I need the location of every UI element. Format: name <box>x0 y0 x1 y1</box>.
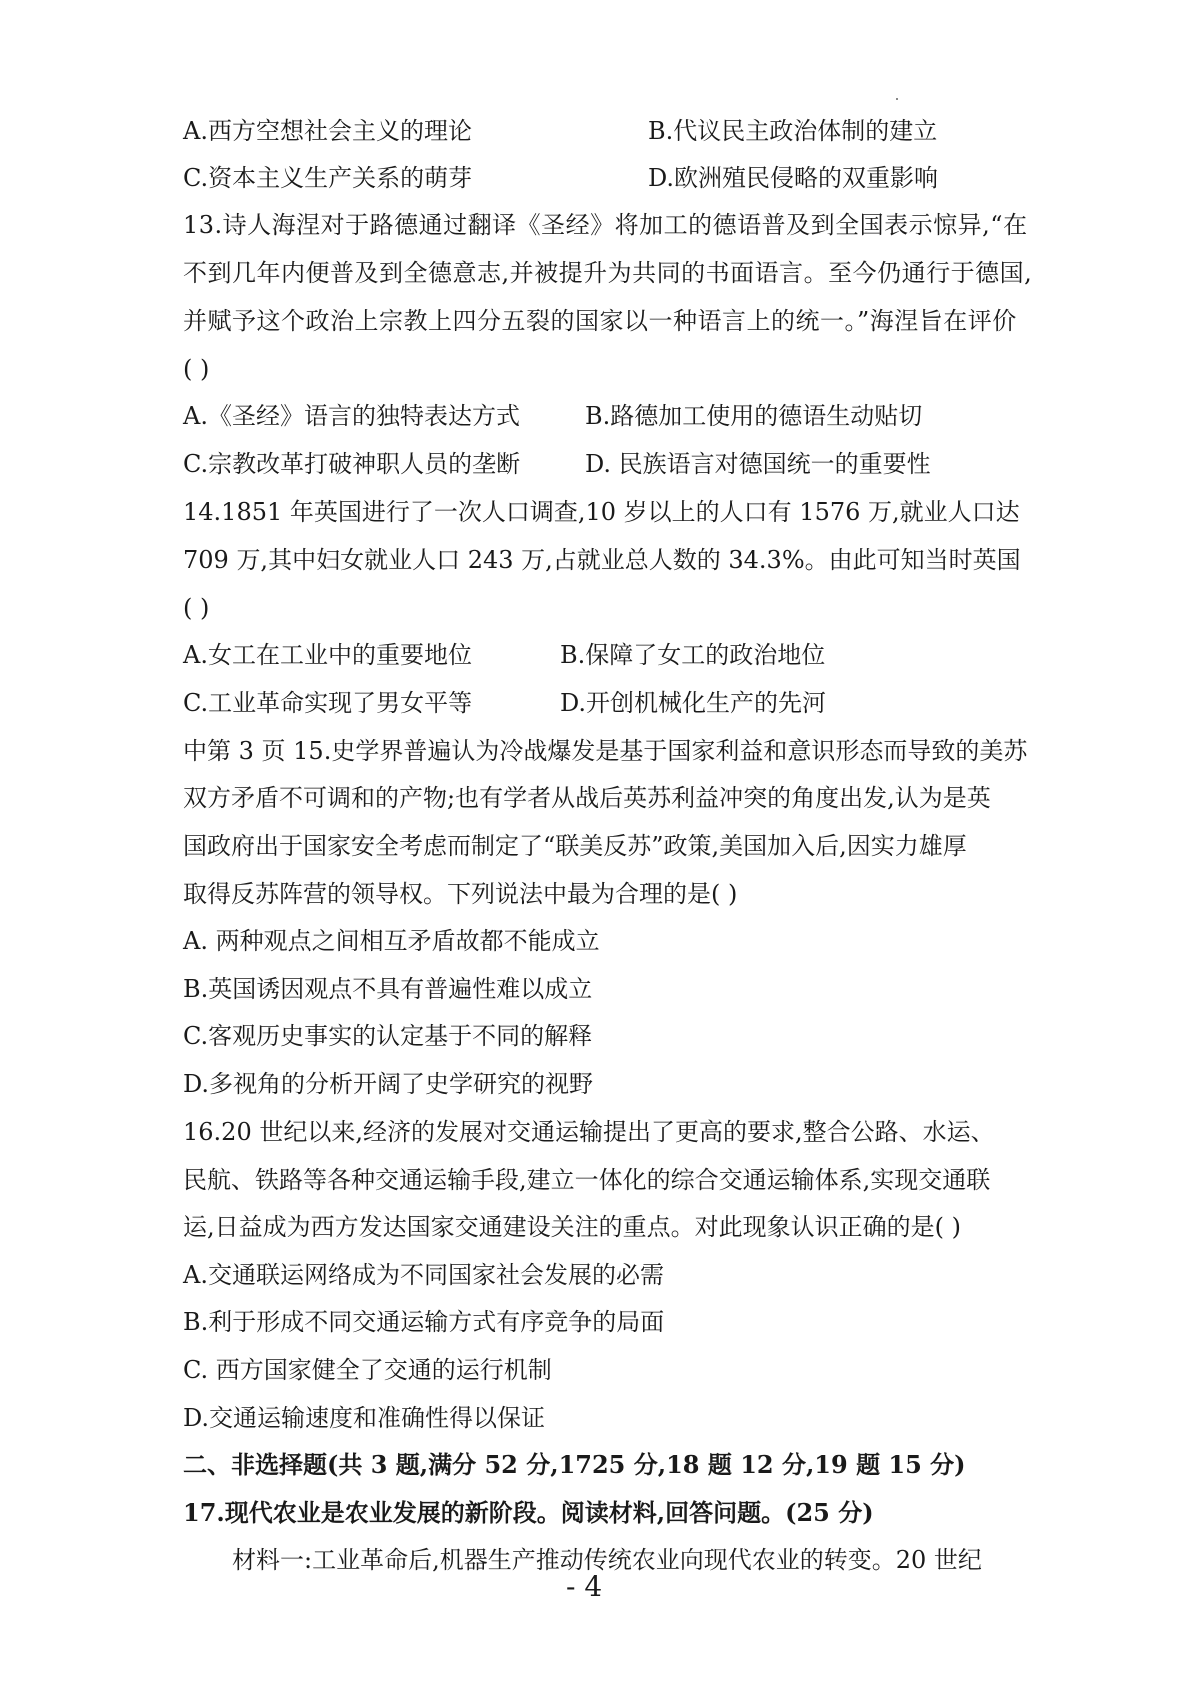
q12-option-a: A.西方空想社会主义的理论 <box>183 117 472 145</box>
section-heading: 二、非选择题(共 3 题,满分 52 分,1725 分,18 题 12 分,19 题 15 分) <box>183 1450 966 1479</box>
q13-stem-line: 并赋予这个政治上宗教上四分五裂的国家以一种语言上的统一。”海涅旨在评价 <box>183 307 1017 335</box>
q16-option-c: C. 西方国家健全了交通的运行机制 <box>183 1356 552 1384</box>
q13-stem-line: 13.诗人海涅对于路德通过翻译《圣经》将加工的德语普及到全国表示惊异,“在 <box>183 211 1028 239</box>
q13-option-d: D. 民族语言对德国统一的重要性 <box>585 450 931 478</box>
q14-stem-line: 14.1851 年英国进行了一次人口调查,10 岁以上的人口有 1576 万,就业人口达 <box>183 498 1020 526</box>
q13-stem-line: 不到几年内便普及到全德意志,并被提升为共同的书面语言。至今仍通行于德国, <box>183 259 1033 287</box>
q16-option-d: D.交通运输速度和准确性得以保证 <box>183 1404 546 1432</box>
q15-stem-line: 中第 3 页 15.史学界普遍认为冷战爆发是基于国家利益和意识形态而导致的美苏 <box>183 737 1028 765</box>
page-number: - 4 <box>566 1570 603 1603</box>
q12-option-c: C.资本主义生产关系的萌芽 <box>183 164 473 192</box>
q17-material-1: 材料一:工业革命后,机器生产推动传统农业向现代农业的转变。20 世纪 <box>232 1546 982 1574</box>
q14-option-d: D.开创机械化生产的先河 <box>560 689 827 717</box>
q15-option-a: A. 两种观点之间相互矛盾故都不能成立 <box>183 927 600 955</box>
q15-option-b: B.英国诱因观点不具有普遍性难以成立 <box>183 975 593 1003</box>
scan-speck <box>896 98 898 100</box>
q16-stem-line: 运,日益成为西方发达国家交通建设关注的重点。对此现象认识正确的是( ) <box>183 1213 961 1241</box>
q16-option-a: A.交通联运网络成为不同国家社会发展的必需 <box>183 1261 664 1289</box>
q14-option-c: C.工业革命实现了男女平等 <box>183 689 473 717</box>
q16-stem-line: 民航、铁路等各种交通运输手段,建立一体化的综合交通运输体系,实现交通联 <box>183 1166 991 1194</box>
q13-option-c: C.宗教改革打破神职人员的垄断 <box>183 450 521 478</box>
q12-option-b: B.代议民主政治体制的建立 <box>648 117 938 145</box>
q14-option-a: A.女工在工业中的重要地位 <box>183 641 472 669</box>
q13-option-b: B.路德加工使用的德语生动贴切 <box>585 402 923 430</box>
q16-option-b: B.利于形成不同交通运输方式有序竞争的局面 <box>183 1308 665 1336</box>
q16-stem-line: 16.20 世纪以来,经济的发展对交通运输提出了更高的要求,整合公路、水运、 <box>183 1118 995 1146</box>
q14-answer-blank: ( ) <box>183 594 210 622</box>
q15-option-d: D.多视角的分析开阔了史学研究的视野 <box>183 1070 594 1098</box>
q15-stem-line: 双方矛盾不可调和的产物;也有学者从战后英苏利益冲突的角度出发,认为是英 <box>183 784 991 812</box>
q15-stem-line: 取得反苏阵营的领导权。下列说法中最为合理的是( ) <box>183 880 738 908</box>
q15-option-c: C.客观历史事实的认定基于不同的解释 <box>183 1022 593 1050</box>
q14-stem-line: 709 万,其中妇女就业人口 243 万,占就业总人数的 34.3%。由此可知当时英国 <box>183 546 1021 574</box>
q14-option-b: B.保障了女工的政治地位 <box>560 641 826 669</box>
q13-option-a: A.《圣经》语言的独特表达方式 <box>183 402 520 430</box>
q15-stem-line: 国政府出于国家安全考虑而制定了“联美反苏”政策,美国加入后,因实力雄厚 <box>183 832 967 860</box>
q13-answer-blank: ( ) <box>183 355 210 383</box>
q17-heading: 17.现代农业是农业发展的新阶段。阅读材料,回答问题。(25 分) <box>183 1498 874 1527</box>
q12-option-d: D.欧洲殖民侵略的双重影响 <box>648 164 939 192</box>
